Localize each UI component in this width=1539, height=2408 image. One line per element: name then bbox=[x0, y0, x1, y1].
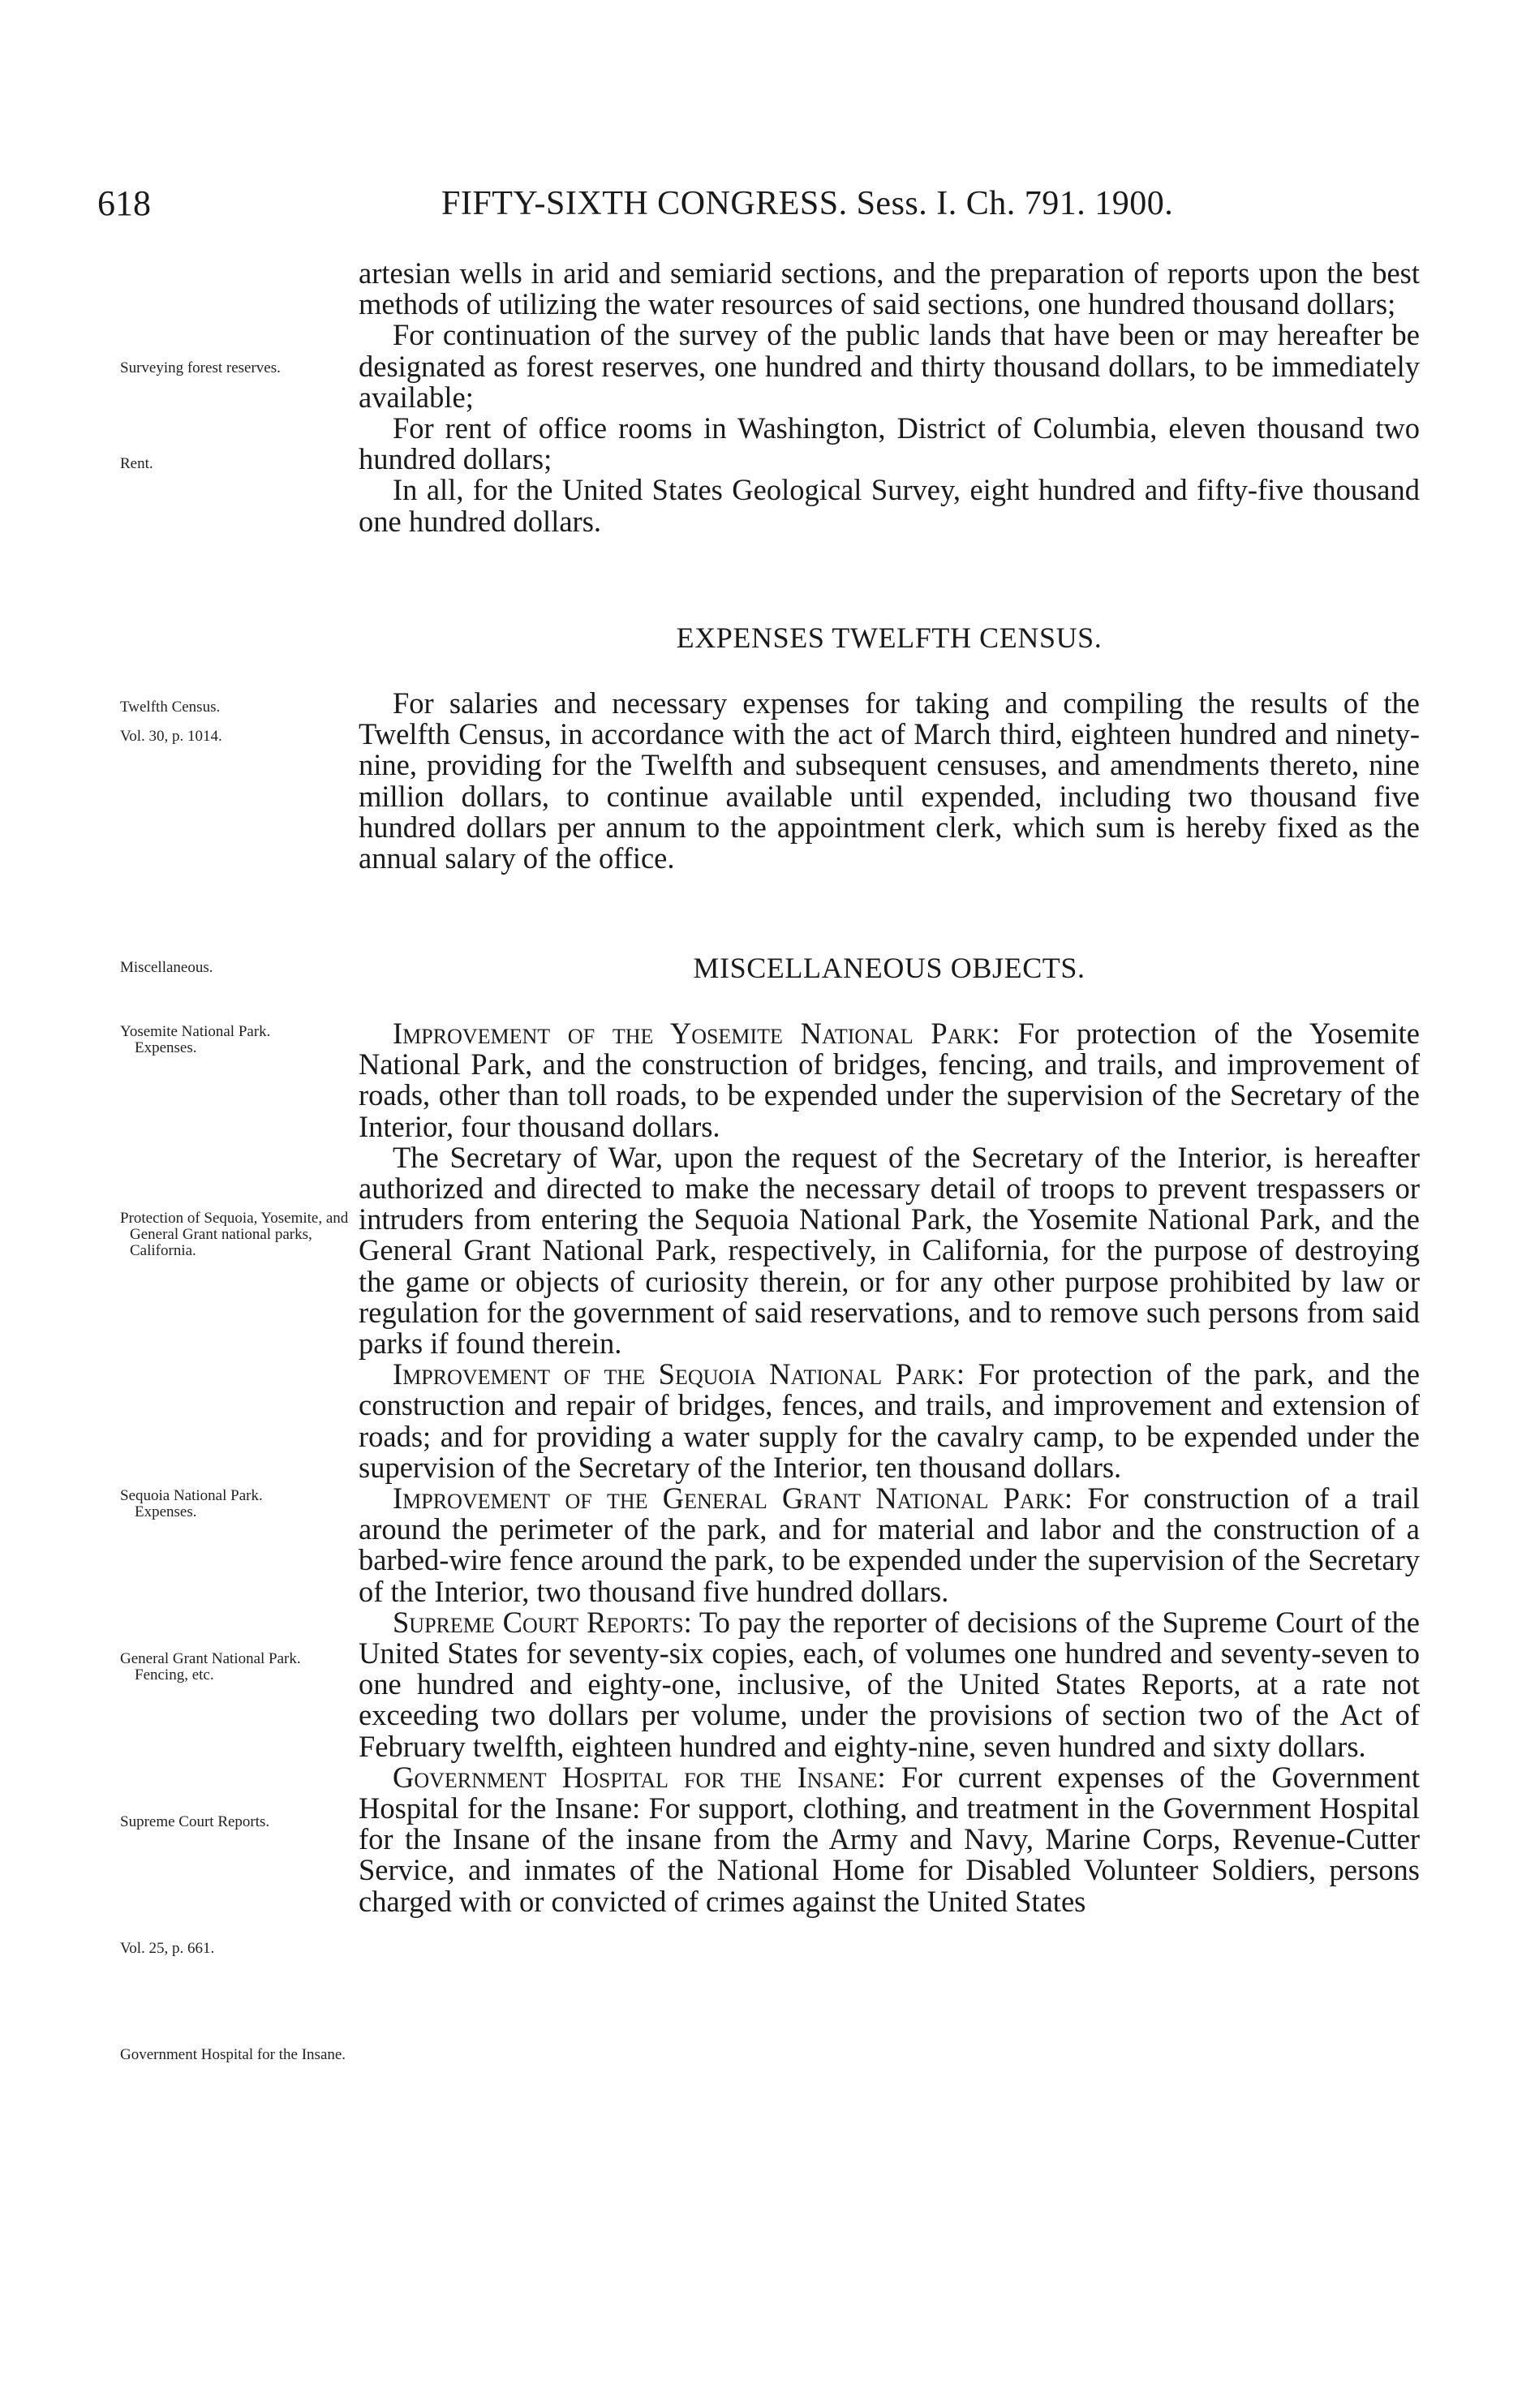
heading-miscellaneous: MISCELLANEOUS OBJECTS. bbox=[693, 952, 1085, 984]
paragraph-troops: The Secretary of War, upon the request of the Secretary of the Interior, is hereafter authorized and directed to make the necessary detail of troops to prevent trespassers or intruders from entering the Sequoia National Park, the Yosemite National Park, and the General Grant National Park, respectively, in California, for the purpose of destroying the game or objects of curiosity therein, or for any other purpose prohibited by law or regulation for the government of said reservations, and to remove such persons from said parks if found therein. bbox=[359, 1140, 1420, 1361]
lead-government-hospital: Government Hospital for the Insane: bbox=[393, 1760, 886, 1794]
note-vol-30: Vol. 30, p. 1014. bbox=[120, 728, 222, 745]
note-surveying: Surveying forest reserves. bbox=[120, 359, 281, 376]
paragraph-twelfth-census: For salaries and necessary expenses for taking and compiling the results of the Twelfth Census, in accordance with the act of March third, eighteen hundred and ninety-nine, providing for the Twelfth and subsequent censuses, and amendments thereto, nine million dollars, to continue available until expended, including two thousand five hundred dollars per annum to the appointment clerk, which sum is hereby fixed as the annual salary of the office. bbox=[359, 686, 1420, 875]
paragraph-rent: For rent of office rooms in Washington, District of Columbia, eleven thousand two hundred dollars; bbox=[359, 411, 1420, 476]
running-title: FIFTY-SIXTH CONGRESS. Sess. I. Ch. 791. 1900. bbox=[441, 185, 1174, 222]
note-supreme-court: Supreme Court Reports. bbox=[120, 1813, 270, 1830]
paragraph-supreme-court: Supreme Court Reports: To pay the reporter of decisions of the Supreme Court of the United States for seventy-six copies, each, of volumes one hundred and seventy-seven to one hundred and eighty-one, inclusive, of the United States Reports, at a rate not exceeding two dollars per volume, under the provisions of section two of the Act of February twelfth, eighteen hundred and eighty-nine, seven hundred and sixty dollars. bbox=[359, 1605, 1421, 1763]
paragraph-general-grant: Improvement of the General Grant National Park: For construction of a trail around the perimeter of the park, and for material and labor and the construction of a barbed-wire fence around the park, to be expended under the supervision of the Secretary of the Interior, two thousand five hundred dollars. bbox=[359, 1481, 1420, 1608]
paragraph-government-hospital: Government Hospital for the Insane: For current expenses of the Government Hospital for the Insane: For support, clothing, and treatment in the Government Hospital for the Insane of the insane from the Army and Navy, Marine Corps, Revenue-Cutter Service, and inmates of the National Home for Disabled Volunteer Soldiers, persons charged with or convicted of crimes against the United States bbox=[359, 1760, 1421, 1918]
note-rent: Rent. bbox=[120, 455, 153, 472]
body-block-geological bbox=[359, 258, 1420, 537]
paragraph-artesian: artesian wells in arid and semiarid sections, and the preparation of reports upon the best methods of utilizing the water resources of said sections, one hundred thousand dollars; bbox=[359, 256, 1420, 321]
body-block-miscellaneous bbox=[359, 1018, 1420, 1917]
lead-supreme-court: Supreme Court Reports: bbox=[393, 1605, 692, 1639]
page-number: 618 bbox=[97, 183, 151, 223]
note-yosemite: Yosemite National Park. Expenses. bbox=[120, 1023, 271, 1056]
paragraph-forest-reserves: For continuation of the survey of the public lands that have been or may hereafter be designated as forest reserves, one hundred and thirty thousand dollars, to be immediately available; bbox=[359, 318, 1420, 414]
paragraph-sequoia: Improvement of the Sequoia National Park: For protection of the park, and the construction and repair of bridges, fences, and trails, and improvement and extension of roads; and for providing a water supply for the cavalry camp, to be expended under the supervision of the Secretary of the Interior, ten thousand dollars. bbox=[359, 1357, 1421, 1484]
running-header bbox=[97, 183, 1428, 231]
note-government-hospital: Government Hospital for the Insane. bbox=[120, 2046, 346, 2063]
note-protection: Protection of Sequoia, Yosemite, and General Grant national parks, California. bbox=[120, 1210, 349, 1259]
note-twelfth-census: Twelfth Census. bbox=[120, 699, 221, 716]
note-general-grant: General Grant National Park. Fencing, etc. bbox=[120, 1650, 301, 1683]
lead-yosemite: Improvement of the Yosemite National Park: bbox=[393, 1017, 1000, 1050]
paragraph-yosemite: Improvement of the Yosemite National Park: For protection of the Yosemite National Park, and the construction of bridges, fencing, and trails, and improvement of roads, other than toll roads, to be expended under the supervision of the Secretary of the Interior, four thousand dollars. bbox=[359, 1017, 1421, 1143]
heading-twelfth-census: EXPENSES TWELFTH CENSUS. bbox=[676, 621, 1103, 654]
paragraph-geological-total: In all, for the United States Geological Survey, eight hundred and fifty-five thousand one hundred dollars. bbox=[359, 473, 1420, 538]
note-sequoia: Sequoia National Park. Expenses. bbox=[120, 1487, 263, 1520]
note-vol-25: Vol. 25, p. 661. bbox=[120, 1940, 215, 1957]
lead-sequoia: Improvement of the Sequoia National Park: bbox=[393, 1357, 965, 1391]
note-miscellaneous: Miscellaneous. bbox=[120, 959, 213, 976]
body-block-census bbox=[359, 688, 1420, 874]
lead-general-grant: Improvement of the General Grant National Park: bbox=[393, 1481, 1073, 1516]
